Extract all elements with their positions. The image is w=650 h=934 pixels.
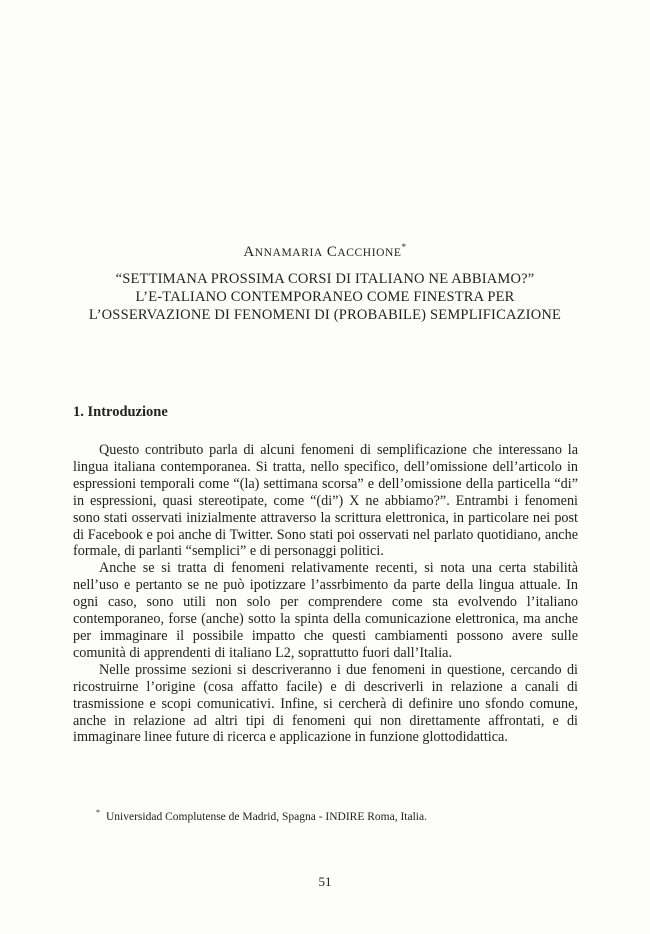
author-name bbox=[0, 242, 650, 261]
author-first-rest: NNAMARIA bbox=[254, 247, 323, 259]
paragraph-3: Nelle prossime sezioni si descriveranno i due fenomeni in questione, cercando di ricostruirne l’origine (cosa affatto facile) e di descriverli in relazione a canali di trasmissione e scopi comunicativi. Infine, si cercherà di definire uno sfondo comune, anche in relazione ad altri tipi di fenomeni qui non direttamente affrontati, e di immaginare linee future di ricerca e applicazione in funzione glottodidattica. bbox=[73, 661, 578, 746]
title-line-1: “SETTIMANA PROSSIMA CORSI DI ITALIANO NE ABBIAMO?” bbox=[115, 271, 535, 287]
section-heading: 1. Introduzione bbox=[73, 404, 168, 420]
page-number: 51 bbox=[318, 874, 332, 889]
paragraph-2: Anche se si tratta di fenomeni relativamente recenti, si nota una certa stabilità nell’uso e pertanto se ne può ipotizzare l’assrbimento da parte della lingua attuale. In ogni caso, sono utili non solo per comprendere come sta evolvendo l’italiano contemporaneo, forse (anche) sotto la spinta della comunicazione elettronica, ma anche per immaginare il possibile impatto che questi cambiamenti possono avere sulle comunità di apprendenti di italiano L2, soprattutto fuori dall’Italia. bbox=[73, 560, 578, 661]
author-last-initial: C bbox=[326, 244, 338, 260]
title-line-2: L’E-TALIANO CONTEMPORANEO COME FINESTRA PER bbox=[135, 289, 515, 305]
paragraph-1: Questo contributo parla di alcuni fenomeni di semplificazione che interessano la lingua italiana contemporanea. Si tratta, nello specifico, dell’omissione dell’articolo in espressioni temporali come “(la) settimana scorsa” e dell’omissione della particella “di” in espressioni, quasi stereotipate, come “(di”) X ne abbiamo?”. Entrambi i fenomeni sono stati osservati inizialmente attraverso la scrittura elettronica, in particolare nei post di Facebook e poi anche di Twitter. Sono stati poi osservati nel parlato quotidiano, anche formale, di parlanti “semplici” e di personaggi politici. bbox=[73, 442, 578, 560]
author-first-initial: A bbox=[243, 244, 255, 260]
footnote-mark: * bbox=[96, 808, 100, 817]
title-line-3: L’OSSERVAZIONE DI FENOMENI DI (PROBABILE) SEMPLIFICAZIONE bbox=[88, 307, 562, 323]
body-text bbox=[73, 442, 578, 746]
paper-title bbox=[40, 270, 610, 324]
footnote-text: Universidad Complutense de Madrid, Spagna - INDIRE Roma, Italia. bbox=[106, 811, 427, 823]
author-footnote-mark: * bbox=[401, 242, 407, 252]
footnote bbox=[96, 808, 427, 823]
author-last-rest: ACCHIONE bbox=[337, 247, 402, 259]
